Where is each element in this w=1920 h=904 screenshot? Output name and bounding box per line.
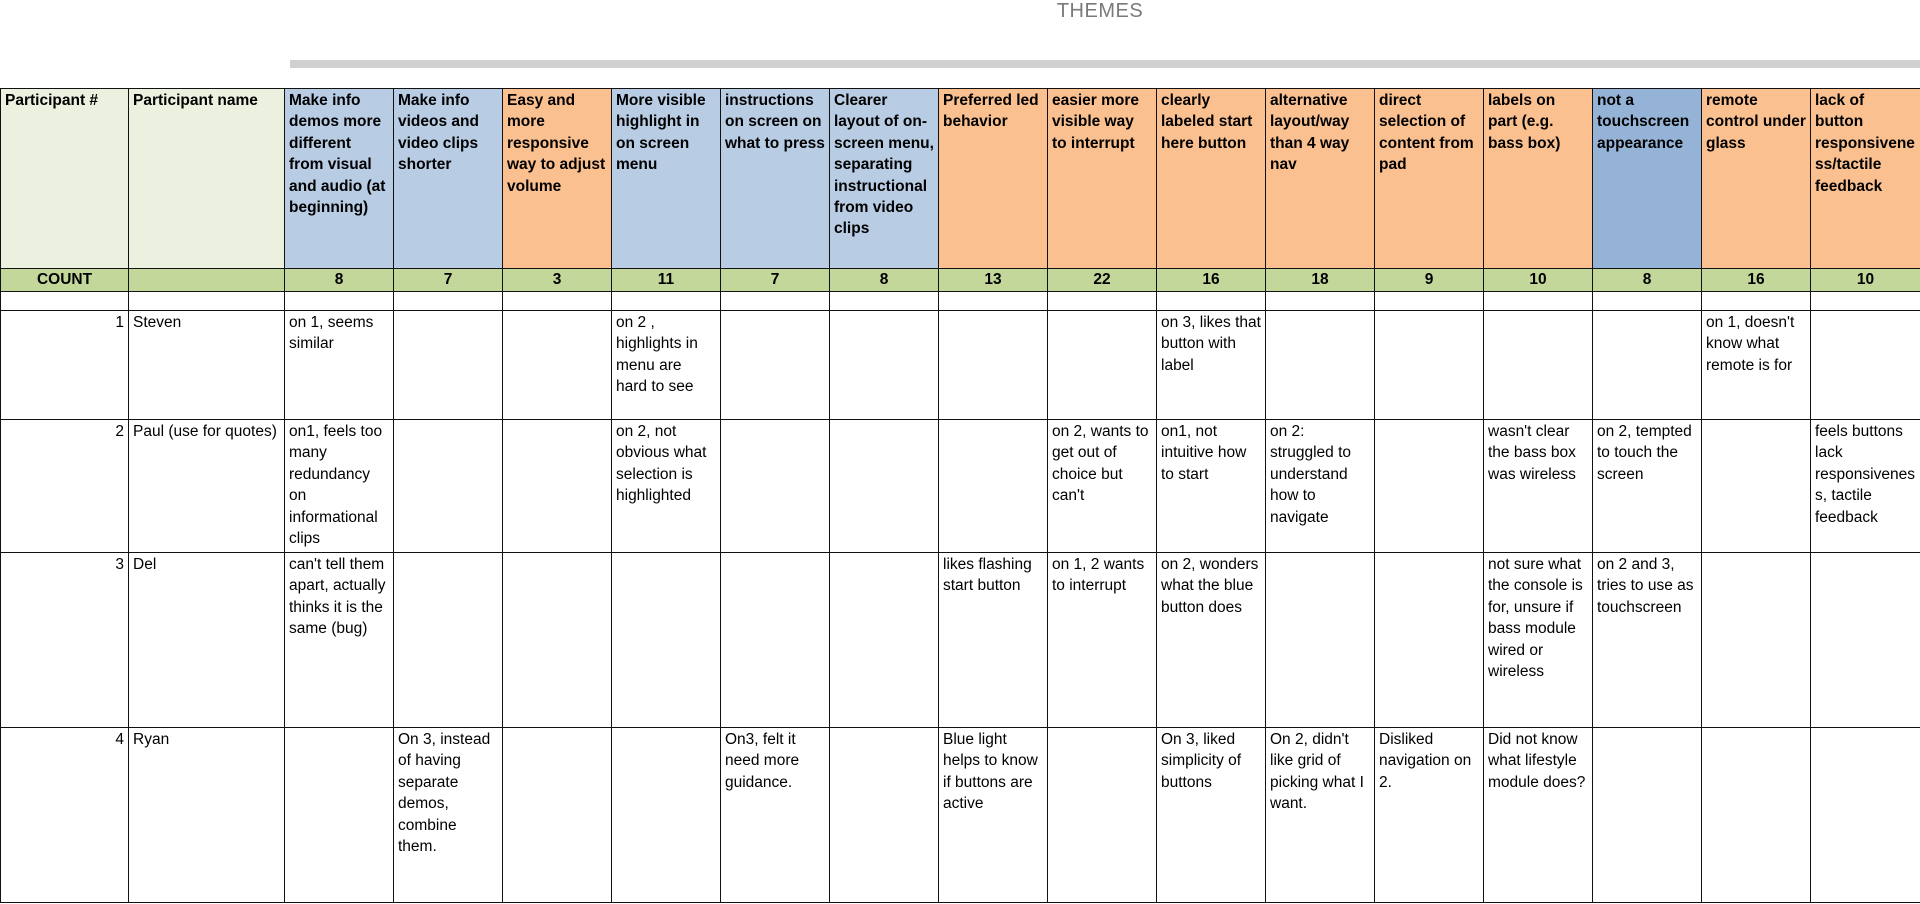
comment-cell[interactable]: on 2, wonders what the blue button does bbox=[1157, 553, 1266, 728]
comment-cell[interactable] bbox=[939, 420, 1048, 553]
count-label[interactable]: COUNT bbox=[1, 269, 129, 292]
comment-cell[interactable]: wasn't clear the bass box was wireless bbox=[1484, 420, 1593, 553]
comment-cell[interactable] bbox=[721, 311, 830, 420]
themes-table bbox=[0, 88, 1920, 903]
comment-cell[interactable] bbox=[285, 728, 394, 903]
comment-cell[interactable] bbox=[1375, 553, 1484, 728]
comment-cell[interactable] bbox=[503, 311, 612, 420]
comment-cell[interactable]: Disliked navigation on 2. bbox=[1375, 728, 1484, 903]
header-row bbox=[1, 89, 1920, 269]
comment-cell[interactable]: on 3, likes that button with label bbox=[1157, 311, 1266, 420]
comment-cell[interactable]: On 3, liked simplicity of buttons bbox=[1157, 728, 1266, 903]
count-cell[interactable]: 8 bbox=[285, 269, 394, 292]
participant-number-cell[interactable]: 3 bbox=[1, 553, 129, 728]
header-cell[interactable]: not a touchscreen appearance bbox=[1593, 89, 1702, 269]
comment-cell[interactable] bbox=[612, 728, 721, 903]
comment-cell[interactable] bbox=[830, 553, 939, 728]
empty-cell[interactable] bbox=[939, 292, 1048, 311]
empty-cell[interactable] bbox=[721, 292, 830, 311]
divider-bar bbox=[290, 60, 1920, 68]
comment-cell[interactable]: on 1, doesn't know what remote is for bbox=[1702, 311, 1811, 420]
header-cell[interactable]: Preferred led behavior bbox=[939, 89, 1048, 269]
count-cell[interactable]: 9 bbox=[1375, 269, 1484, 292]
comment-cell[interactable]: on 2, wants to get out of choice but can't bbox=[1048, 420, 1157, 553]
comment-cell[interactable]: On3, felt it need more guidance. bbox=[721, 728, 830, 903]
comment-cell[interactable]: Blue light helps to know if buttons are active bbox=[939, 728, 1048, 903]
comment-cell[interactable]: on 1, 2 wants to interrupt bbox=[1048, 553, 1157, 728]
comment-cell[interactable]: Did not know what lifestyle module does? bbox=[1484, 728, 1593, 903]
empty-cell[interactable] bbox=[1484, 292, 1593, 311]
header-cell[interactable]: Participant # bbox=[1, 89, 129, 269]
table-row bbox=[1, 420, 1920, 553]
participant-number-cell[interactable]: 1 bbox=[1, 311, 129, 420]
count-cell[interactable] bbox=[129, 269, 285, 292]
comment-cell[interactable]: On 3, instead of having separate demos, combine them. bbox=[394, 728, 503, 903]
header-cell[interactable]: direct selection of content from pad bbox=[1375, 89, 1484, 269]
comment-cell[interactable]: on 2: struggled to understand how to navigate bbox=[1266, 420, 1375, 553]
empty-cell[interactable] bbox=[1, 292, 129, 311]
comment-cell[interactable] bbox=[1811, 311, 1920, 420]
participant-name-cell[interactable]: Ryan bbox=[129, 728, 285, 903]
comment-cell[interactable] bbox=[1048, 311, 1157, 420]
comment-cell[interactable] bbox=[1702, 553, 1811, 728]
comment-cell[interactable] bbox=[503, 420, 612, 553]
count-cell[interactable]: 7 bbox=[394, 269, 503, 292]
count-cell[interactable]: 16 bbox=[1702, 269, 1811, 292]
count-cell[interactable]: 8 bbox=[830, 269, 939, 292]
comment-cell[interactable]: on1, feels too many redundancy on informational clips bbox=[285, 420, 394, 553]
empty-cell[interactable] bbox=[1811, 292, 1920, 311]
comment-cell[interactable] bbox=[830, 311, 939, 420]
header-cell[interactable]: remote control under glass bbox=[1702, 89, 1811, 269]
count-cell[interactable]: 18 bbox=[1266, 269, 1375, 292]
count-cell[interactable]: 11 bbox=[612, 269, 721, 292]
comment-cell[interactable] bbox=[394, 420, 503, 553]
comment-cell[interactable] bbox=[1702, 728, 1811, 903]
comment-cell[interactable] bbox=[394, 553, 503, 728]
comment-cell[interactable]: feels buttons lack responsiveness, tactile feedback bbox=[1811, 420, 1920, 553]
header-cell[interactable]: More visible highlight in on screen menu bbox=[612, 89, 721, 269]
empty-cell[interactable] bbox=[612, 292, 721, 311]
empty-cell[interactable] bbox=[285, 292, 394, 311]
comment-cell[interactable] bbox=[721, 553, 830, 728]
header-cell[interactable]: alternative layout/way than 4 way nav bbox=[1266, 89, 1375, 269]
comment-cell[interactable]: likes flashing start button bbox=[939, 553, 1048, 728]
empty-cell[interactable] bbox=[1375, 292, 1484, 311]
comment-cell[interactable] bbox=[1593, 728, 1702, 903]
empty-cell[interactable] bbox=[1266, 292, 1375, 311]
header-cell[interactable]: lack of button responsiveness/tactile feedback bbox=[1811, 89, 1920, 269]
table-row bbox=[1, 553, 1920, 728]
empty-cell[interactable] bbox=[129, 292, 285, 311]
header-cell[interactable]: easier more visible way to interrupt bbox=[1048, 89, 1157, 269]
header-cell[interactable]: Make info demos more different from visual and audio (at beginning) bbox=[285, 89, 394, 269]
header-cell[interactable]: Clearer layout of on-screen menu, separating instructional from video clips bbox=[830, 89, 939, 269]
comment-cell[interactable] bbox=[721, 420, 830, 553]
comment-cell[interactable] bbox=[1375, 311, 1484, 420]
comment-cell[interactable]: on 2, not obvious what selection is highlighted bbox=[612, 420, 721, 553]
empty-cell[interactable] bbox=[1157, 292, 1266, 311]
count-cell[interactable]: 16 bbox=[1157, 269, 1266, 292]
participant-number-cell[interactable]: 4 bbox=[1, 728, 129, 903]
empty-cell[interactable] bbox=[1048, 292, 1157, 311]
comment-cell[interactable] bbox=[503, 553, 612, 728]
participant-name-cell[interactable]: Paul (use for quotes) bbox=[129, 420, 285, 553]
comment-cell[interactable] bbox=[830, 728, 939, 903]
comment-cell[interactable]: on 2, tempted to touch the screen bbox=[1593, 420, 1702, 553]
comment-cell[interactable] bbox=[830, 420, 939, 553]
count-cell[interactable]: 7 bbox=[721, 269, 830, 292]
header-cell[interactable]: labels on part (e.g. bass box) bbox=[1484, 89, 1593, 269]
empty-cell[interactable] bbox=[394, 292, 503, 311]
header-cell[interactable]: Participant name bbox=[129, 89, 285, 269]
participant-number-cell[interactable]: 2 bbox=[1, 420, 129, 553]
count-cell[interactable]: 10 bbox=[1811, 269, 1920, 292]
comment-cell[interactable]: on 2 , highlights in menu are hard to see bbox=[612, 311, 721, 420]
header-cell[interactable]: instructions on screen on what to press bbox=[721, 89, 830, 269]
count-cell[interactable]: 10 bbox=[1484, 269, 1593, 292]
header-cell[interactable]: clearly labeled start here button bbox=[1157, 89, 1266, 269]
comment-cell[interactable] bbox=[612, 553, 721, 728]
comment-cell[interactable] bbox=[1484, 311, 1593, 420]
comment-cell[interactable] bbox=[1266, 553, 1375, 728]
comment-cell[interactable]: On 2, didn't like grid of picking what I want. bbox=[1266, 728, 1375, 903]
count-cell[interactable]: 8 bbox=[1593, 269, 1702, 292]
participant-name-cell[interactable]: Del bbox=[129, 553, 285, 728]
spacer-row bbox=[1, 292, 1920, 311]
table-row bbox=[1, 728, 1920, 903]
count-cell[interactable]: 3 bbox=[503, 269, 612, 292]
comment-cell[interactable] bbox=[1811, 728, 1920, 903]
comment-cell[interactable] bbox=[939, 311, 1048, 420]
comment-cell[interactable] bbox=[1811, 553, 1920, 728]
comment-cell[interactable] bbox=[1375, 420, 1484, 553]
comment-cell[interactable] bbox=[1702, 420, 1811, 553]
comment-cell[interactable] bbox=[1266, 311, 1375, 420]
comment-cell[interactable]: on 2 and 3, tries to use as touchscreen bbox=[1593, 553, 1702, 728]
header-cell[interactable]: Make info videos and video clips shorter bbox=[394, 89, 503, 269]
empty-cell[interactable] bbox=[1702, 292, 1811, 311]
count-cell[interactable]: 13 bbox=[939, 269, 1048, 292]
count-row bbox=[1, 269, 1920, 292]
comment-cell[interactable] bbox=[503, 728, 612, 903]
empty-cell[interactable] bbox=[503, 292, 612, 311]
page-title: THEMES bbox=[1056, 0, 1144, 22]
header-cell[interactable]: Easy and more responsive way to adjust volume bbox=[503, 89, 612, 269]
comment-cell[interactable] bbox=[1593, 311, 1702, 420]
comment-cell[interactable]: can't tell them apart, actually thinks it is the same (bug) bbox=[285, 553, 394, 728]
comment-cell[interactable] bbox=[1048, 728, 1157, 903]
comment-cell[interactable] bbox=[394, 311, 503, 420]
participant-name-cell[interactable]: Steven bbox=[129, 311, 285, 420]
empty-cell[interactable] bbox=[1593, 292, 1702, 311]
comment-cell[interactable]: not sure what the console is for, unsure if bass module wired or wireless bbox=[1484, 553, 1593, 728]
empty-cell[interactable] bbox=[830, 292, 939, 311]
count-cell[interactable]: 22 bbox=[1048, 269, 1157, 292]
comment-cell[interactable]: on 1, seems similar bbox=[285, 311, 394, 420]
comment-cell[interactable]: on1, not intuitive how to start bbox=[1157, 420, 1266, 553]
table-row bbox=[1, 311, 1920, 420]
